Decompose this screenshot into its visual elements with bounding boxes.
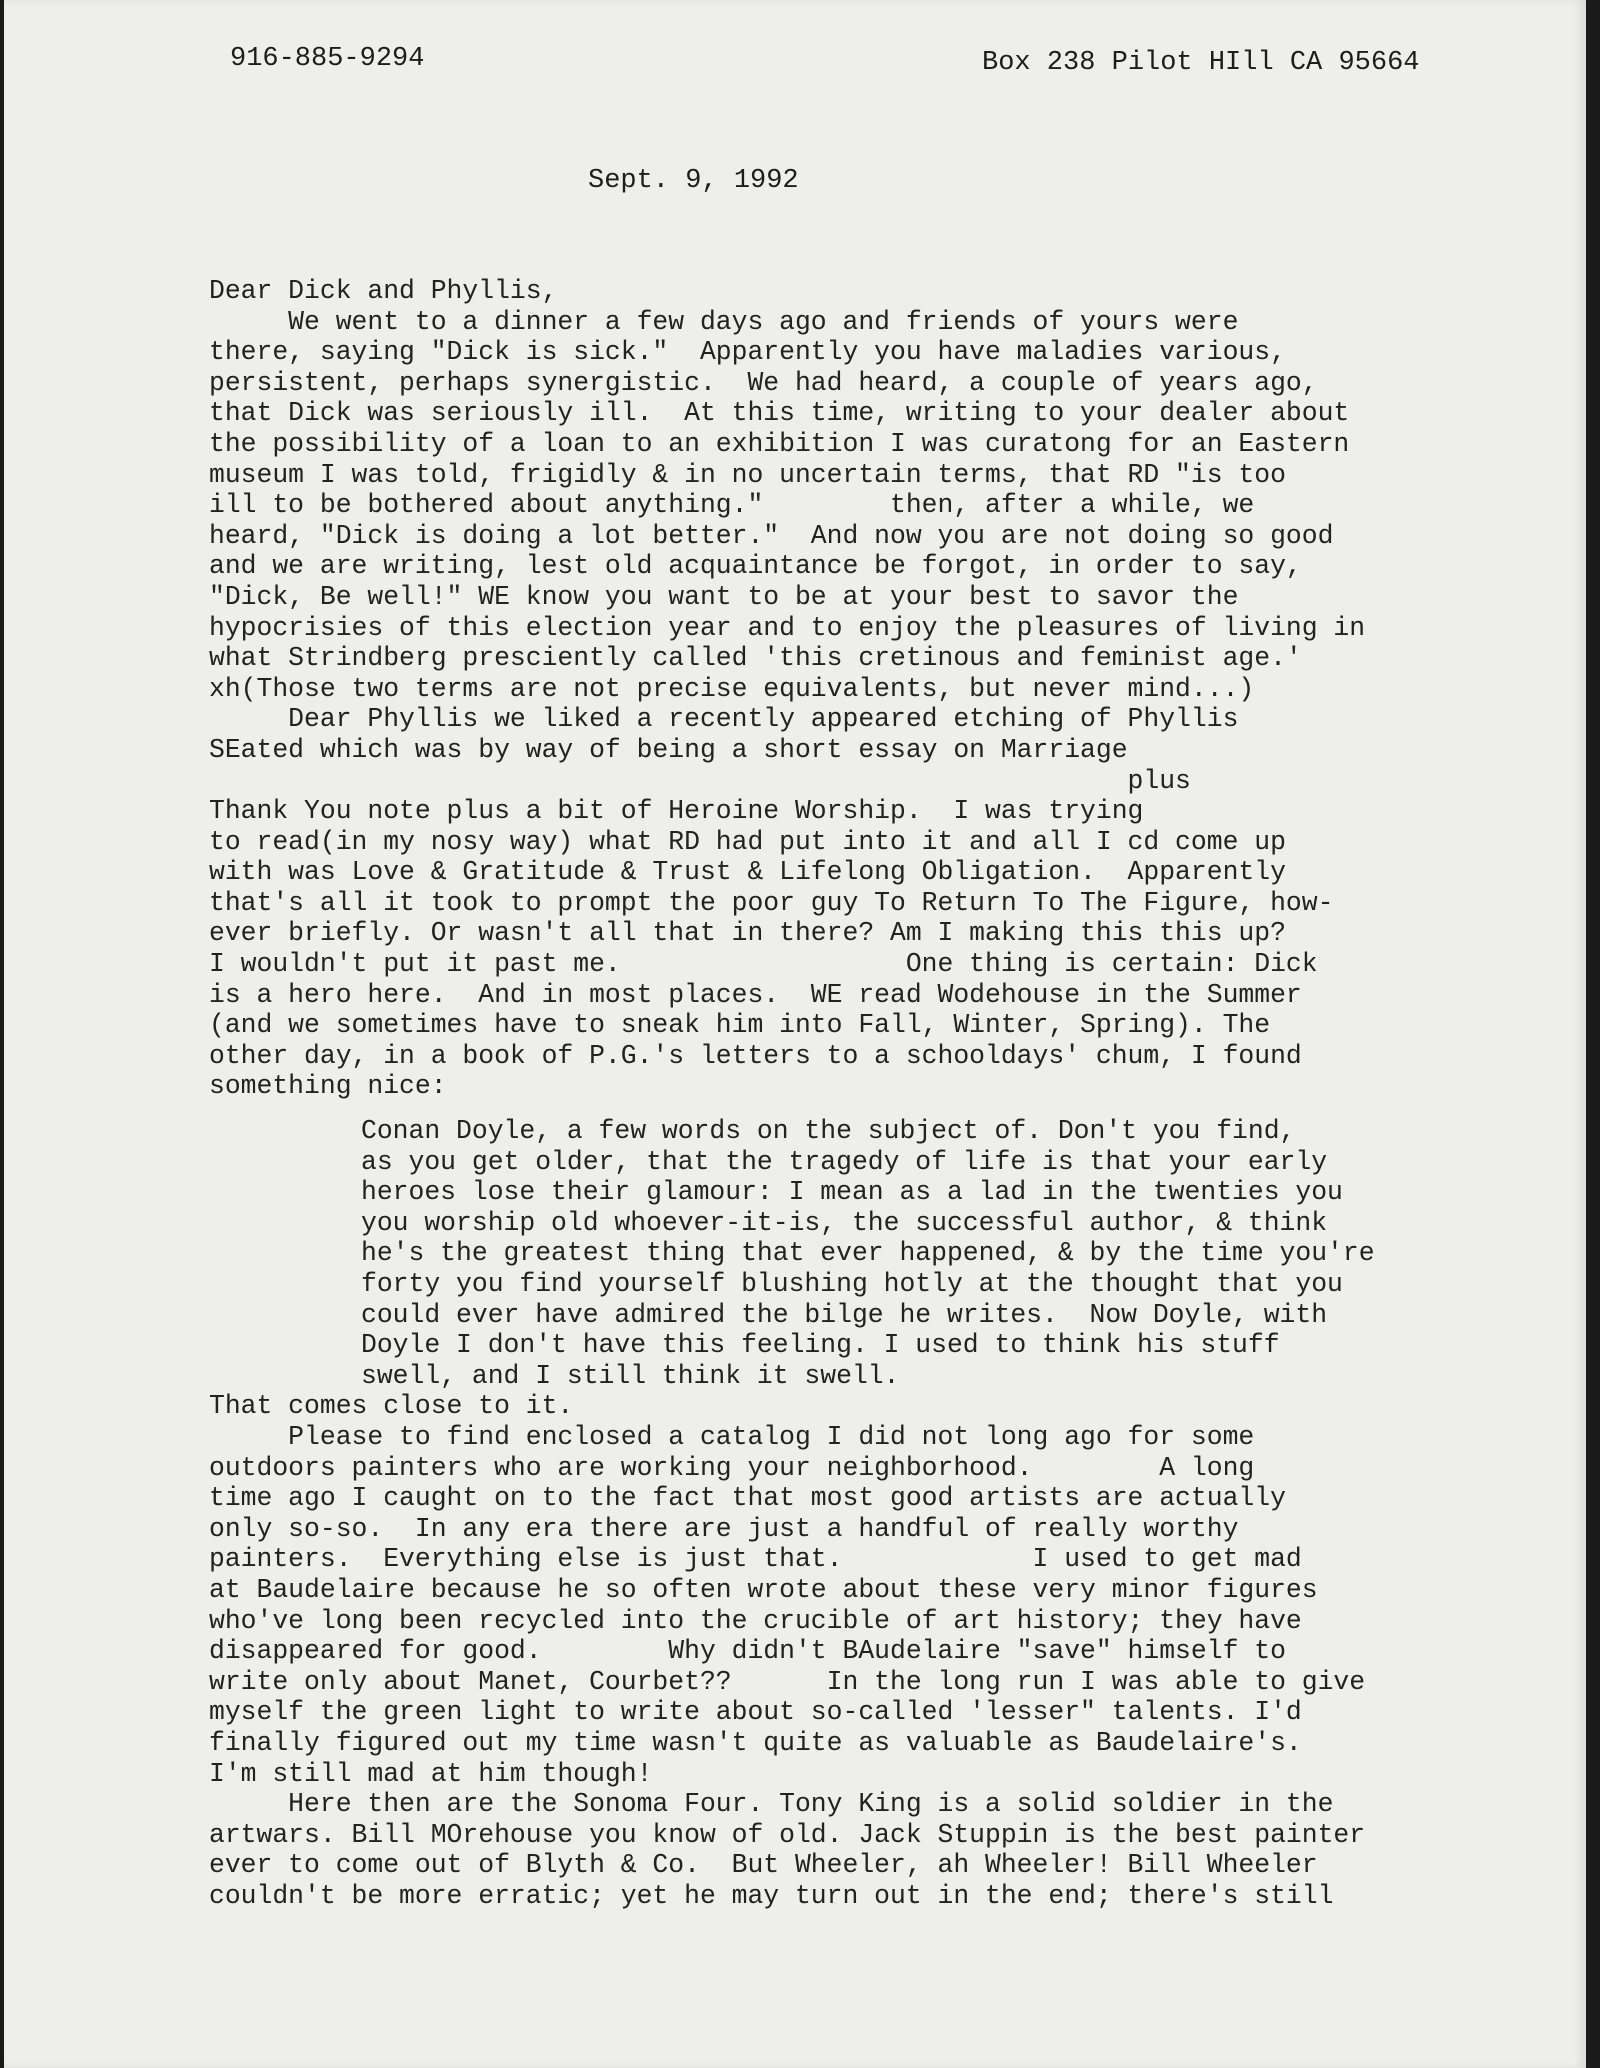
text-line: Please to find enclosed a catalog I did not long ago for some xyxy=(209,1421,1255,1452)
letter-page xyxy=(4,0,1586,2068)
text-line: plus xyxy=(209,765,1191,796)
letter-paragraphs-part1 xyxy=(209,276,1589,1102)
text-line: write only about Manet, Courbet?? In the long run I was able to give xyxy=(209,1666,1366,1697)
text-line: at Baudelaire because he so often wrote about these very minor figures xyxy=(209,1574,1318,1605)
letter-body xyxy=(209,276,1589,1911)
text-line: ever to come out of Blyth & Co. But Wheeler, ah Wheeler! Bill Wheeler xyxy=(209,1850,1318,1881)
text-line: Conan Doyle, a few words on the subject of. Don't you find, xyxy=(361,1116,1296,1147)
text-line: outdoors painters who are working your neighborhood. A long xyxy=(209,1452,1255,1483)
text-line: that Dick was seriously ill. At this time, writing to your dealer about xyxy=(209,398,1350,429)
text-line: Doyle I don't have this feeling. I used to think his stuff xyxy=(361,1330,1280,1361)
text-line: what Strindberg presciently called 'this cretinous and feminist age.' xyxy=(209,643,1302,674)
text-line: other day, in a book of P.G.'s letters to a schooldays' chum, I found xyxy=(209,1040,1302,1071)
text-line: Dear Phyllis we liked a recently appeared etching of Phyllis xyxy=(209,704,1239,735)
text-line: persistent, perhaps synergistic. We had heard, a couple of years ago, xyxy=(209,367,1318,398)
mailing-address: Box 238 Pilot HIll CA 95664 xyxy=(982,48,1420,78)
phone-number: 916-885-9294 xyxy=(230,44,425,74)
text-line: museum I was told, frigidly & in no uncertain terms, that RD "is too xyxy=(209,459,1286,490)
text-line: We went to a dinner a few days ago and friends of yours were xyxy=(209,306,1239,337)
text-line: he's the greatest thing that ever happened, & by the time you're xyxy=(361,1238,1375,1269)
text-line: you worship old whoever-it-is, the successful author, & think xyxy=(361,1207,1328,1238)
text-line: only so-so. In any era there are just a handful of really worthy xyxy=(209,1513,1239,1544)
text-line: time ago I caught on to the fact that most good artists are actually xyxy=(209,1483,1286,1514)
text-line: who've long been recycled into the crucible of art history; they have xyxy=(209,1605,1302,1636)
text-line: could ever have admired the bilge he writes. Now Doyle, with xyxy=(361,1299,1328,1330)
text-line: to read(in my nosy way) what RD had put into it and all I cd come up xyxy=(209,826,1286,857)
text-line: Here then are the Sonoma Four. Tony King is a solid soldier in the xyxy=(209,1789,1334,1820)
text-line: swell, and I still think it swell. xyxy=(361,1360,900,1391)
text-line: (and we sometimes have to sneak him into Fall, Winter, Spring). The xyxy=(209,1010,1271,1041)
text-line: I wouldn't put it past me. One thing is certain: Dick xyxy=(209,949,1318,980)
text-line: the possibility of a loan to an exhibition I was curatong for an Eastern xyxy=(209,428,1350,459)
text-line: That comes close to it. xyxy=(209,1391,574,1422)
text-line: myself the green light to write about so-called 'lesser" talents. I'd xyxy=(209,1697,1302,1728)
text-line: "Dick, Be well!" WE know you want to be at your best to savor the xyxy=(209,581,1239,612)
text-line: forty you find yourself blushing hotly at the thought that you xyxy=(361,1269,1343,1299)
letter-paragraphs-part2 xyxy=(209,1391,1589,1911)
text-line: and we are writing, lest old acquaintance be forgot, in order to say, xyxy=(209,551,1302,582)
text-line: Dear Dick and Phyllis, xyxy=(209,276,558,306)
text-line: Thank You note plus a bit of Heroine Worship. I was trying xyxy=(209,796,1144,827)
text-line: disappeared for good. Why didn't BAudelaire "save" himself to xyxy=(209,1636,1286,1667)
letter-date: Sept. 9, 1992 xyxy=(588,166,799,196)
text-line: heroes lose their glamour: I mean as a lad in the twenties you xyxy=(361,1177,1343,1208)
text-line: with was Love & Gratitude & Trust & Lifelong Obligation. Apparently xyxy=(209,857,1286,888)
text-line: ever briefly. Or wasn't all that in there? Am I making this this up? xyxy=(209,918,1286,949)
text-line: is a hero here. And in most places. WE read Wodehouse in the Summer xyxy=(209,979,1302,1010)
text-line: couldn't be more erratic; yet he may turn out in the end; there's still xyxy=(209,1880,1334,1911)
text-line: hypocrisies of this election year and to enjoy the pleasures of living in xyxy=(209,612,1366,643)
text-line: heard, "Dick is doing a lot better." And now you are not doing so good xyxy=(209,520,1334,551)
text-line: painters. Everything else is just that. I used to get mad xyxy=(209,1544,1302,1575)
text-line: SEated which was by way of being a short essay on Marriage xyxy=(209,734,1128,765)
text-line: something nice: xyxy=(209,1071,447,1102)
text-line: ill to be bothered about anything." then, after a while, we xyxy=(209,490,1255,521)
text-line: xh(Those two terms are not precise equivalents, but never mind...) xyxy=(209,673,1255,704)
text-line: that's all it took to prompt the poor guy To Return To The Figure, how- xyxy=(209,887,1334,918)
wodehouse-quote xyxy=(209,1116,1589,1391)
text-line: I'm still mad at him though! xyxy=(209,1758,653,1789)
text-line: finally figured out my time wasn't quite as valuable as Baudelaire's. xyxy=(209,1727,1302,1758)
text-line: as you get older, that the tragedy of life is that your early xyxy=(361,1146,1328,1177)
text-line: there, saying "Dick is sick." Apparently you have maladies various, xyxy=(209,337,1286,368)
text-line: artwars. Bill MOrehouse you know of old. Jack Stuppin is the best painter xyxy=(209,1819,1366,1850)
